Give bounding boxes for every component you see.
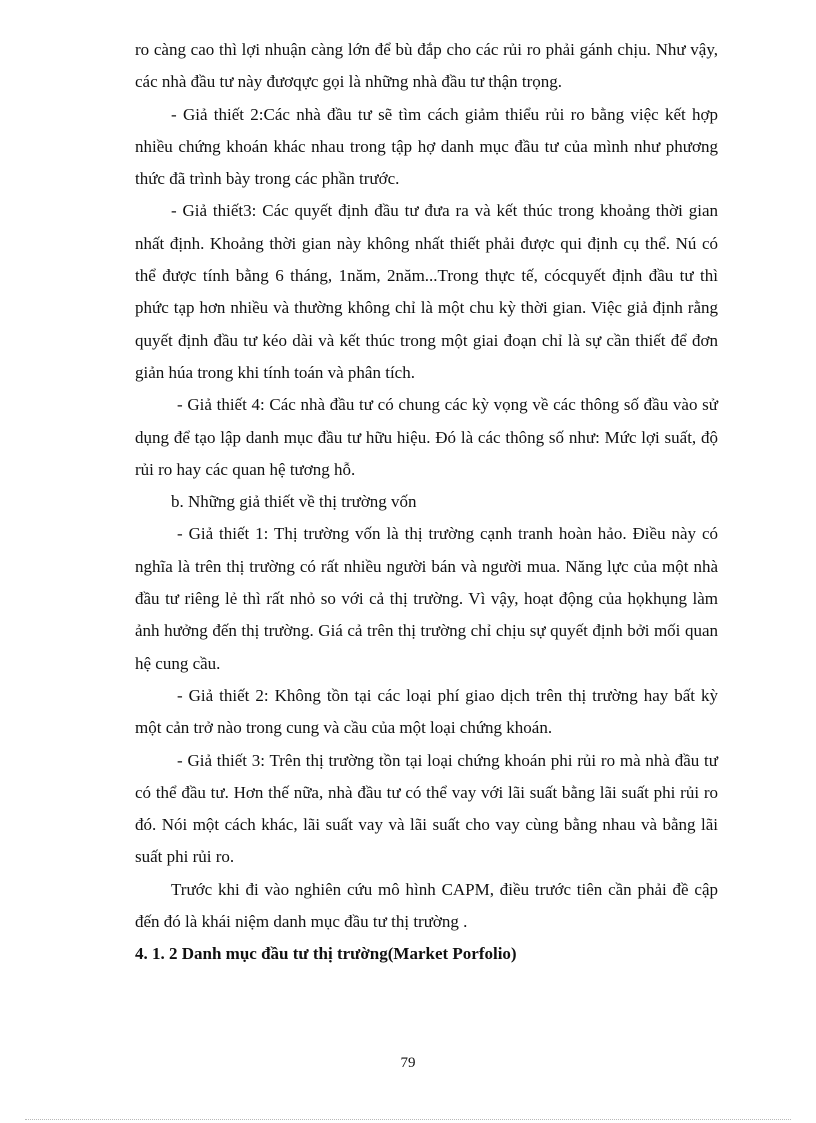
paragraph-continuation: ro càng cao thì lợi nhuận càng lớn để bù đắp cho các rủi ro phải gánh chịu. Như vậy, các nhà đầu tư này đươqực gọi là những nhà đầu tư thận trọng. [135, 40, 718, 92]
page-number: 79 [400, 1055, 416, 1071]
paragraph-market-assumption-3: - Giả thiết 3: Trên thị trường tồn tại loại chứng khoán phi rủi ro mà nhà đầu tư có thể đầu tư. Hơn thế nữa, nhà đầu tư có thể vay với lãi suất bằng lãi suất phi rủi ro đó. Nói một cách khác, lãi suất vay và lãi suất cho vay cùng bằng nhau và bằng lãi suất phi rủi ro. [135, 750, 718, 867]
subsection-title-capital-market: b. Những giả thiết về thị trường vốn [171, 492, 417, 512]
body-text [135, 34, 718, 971]
section-heading: 4. 1. 2 Danh mục đầu tư thị trường(Market Porfolio) [135, 944, 517, 964]
paragraph-assumption-3: - Giả thiết3: Các quyết định đầu tư đưa ra và kết thúc trong khoảng thời gian nhất định. Khoảng thời gian này không nhất thiết phải được qui định cụ thể. Nú có thể được tính bằng 6 tháng, 1năm, 2năm...Trong thực tế, cócquyết định đầu tư thì phức tạp hơn nhiều và thường không chỉ là một chu kỳ thời gian. Việc giả định rằng quyết định đầu tư kéo dài và kết thúc trong một giai đoạn chỉ là sự cần thiết để đơn giản húa trong khi tính toán và phân tích. [135, 201, 718, 382]
paragraph-market-assumption-1: - Giả thiết 1: Thị trường vốn là thị trường cạnh tranh hoàn hảo. Điều này có nghĩa là trên thị trường có rất nhiều người bán và người mua. Năng lực của một nhà đầu tư riêng lẻ thì rất nhỏ so với cả thị trường. Vì vậy, hoạt động của họkhụng làm ảnh hưởng đến thị trường. Giá cả trên thị trường chỉ chịu sự quyết định bởi mối quan hệ cung cầu. [135, 524, 718, 673]
paragraph-market-assumption-2: - Giả thiết 2: Không tồn tại các loại phí giao dịch trên thị trường hay bất kỳ một cản trở nào trong cung và cầu của một loại chứng khoán. [135, 685, 718, 738]
paragraph-assumption-4: - Giả thiết 4: Các nhà đầu tư có chung các kỳ vọng về các thông số đầu vào sử dụng để tạo lập danh mục đầu tư hữu hiệu. Đó là các thông số như: Mức lợi suất, độ rủi ro hay các quan hệ tương hỗ. [135, 395, 718, 479]
page-bottom-divider [25, 1119, 791, 1120]
paragraph-capm-intro: Trước khi đi vào nghiên cứu mô hình CAPM, điều trước tiên cần phải đề cập đến đó là khái niệm danh mục đầu tư thị trường . [135, 879, 718, 932]
paragraph-assumption-2: - Giả thiết 2:Các nhà đầu tư sẽ tìm cách giảm thiểu rủi ro bằng việc kết hợp nhiều chứng khoán khác nhau trong tập hợ danh mục đầu tư của mình như phương thức đã trình bày trong các phần trước. [135, 104, 718, 189]
